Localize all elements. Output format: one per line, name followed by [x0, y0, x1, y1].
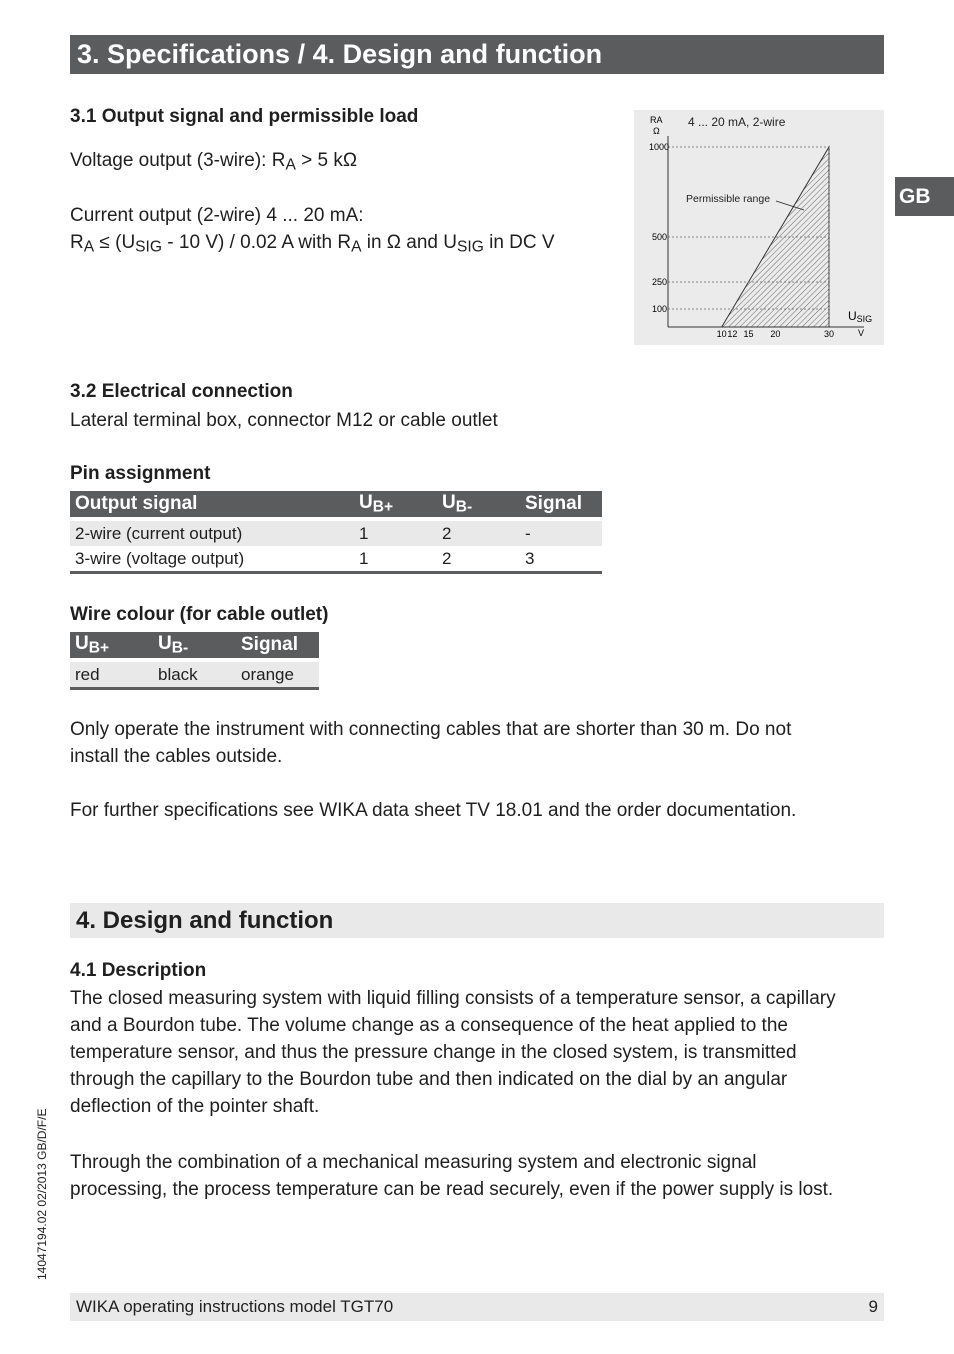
further-specs-note: For further specifications see WIKA data sheet TV 18.01 and the order documentation.: [70, 800, 797, 821]
cell: 2: [437, 521, 520, 546]
text-line: Through the combination of a mechanical measuring system and electronic signal: [70, 1152, 757, 1173]
x-tick-10: 10: [716, 329, 727, 339]
text-line: processing, the process temperature can be read securely, even if the power supply is lost.: [70, 1179, 834, 1200]
page-title: 3. Specifications / 4. Design and function: [70, 35, 884, 74]
col-signal: Signal: [520, 491, 602, 517]
chart-title: 4 ... 20 mA, 2-wire: [688, 115, 786, 129]
y-tick-500: 500: [652, 232, 668, 242]
footer-title: WIKA operating instructions model TGT70: [76, 1297, 394, 1316]
col-ub-plus: $U_{B+}$: [354, 491, 437, 517]
section-3-1-title: 3.1 Output signal and permissible load: [70, 106, 419, 127]
x-axis-unit: V: [858, 328, 865, 338]
x-tick-15: 15: [743, 329, 754, 339]
table-row: [70, 521, 602, 546]
y-axis-unit: Ω: [653, 126, 660, 136]
description-paragraph-1: [70, 985, 836, 1120]
cell: 1: [359, 548, 369, 568]
electrical-connection-text: Lateral terminal box, connector M12 or cable outlet: [70, 410, 498, 431]
y-tick-250: 250: [652, 277, 668, 287]
footer: [70, 1293, 884, 1321]
y-tick-100: 100: [652, 304, 668, 314]
x-axis-label: USIG: [848, 309, 873, 324]
load-formula: $R_A \le (U_{SIG} - 10$ V) / 0.02 A with $R_A$ in Ω and $U_{SIG}$ in DC V: [70, 232, 555, 256]
pin-table: [70, 491, 602, 571]
col-output-signal: Output signal: [70, 491, 354, 517]
section-4-title: 4. Design and function: [70, 903, 884, 938]
col-ub-minus: $U_{B-}$: [153, 632, 236, 658]
load-chart: [634, 110, 884, 345]
text-line: and a Bourdon tube. The volume change as a consequence of the heat applied to the: [70, 1015, 788, 1036]
language-tab: GB: [895, 177, 954, 216]
text-line: The closed measuring system with liquid filling consists of a temperature sensor, a capillary: [70, 988, 836, 1009]
table-row: [70, 546, 602, 571]
section-3-2-title: 3.2 Electrical connection: [70, 381, 293, 402]
current-output-text: Current output (2-wire) 4 ... 20 mA:: [70, 205, 364, 226]
y-tick-1000: 1000: [649, 142, 670, 152]
cell: 3-wire (voltage output): [75, 548, 245, 568]
document-reference: 14047194.02 02/2013 GB/D/F/E: [35, 1108, 49, 1280]
cell: black: [153, 662, 236, 687]
text-line: through the capillary to the Bourdon tube and then indicated on the dial by an angular: [70, 1069, 788, 1090]
chart-annotation: Permissible range: [686, 193, 771, 205]
cell: red: [70, 662, 153, 687]
x-tick-30: 30: [823, 329, 835, 339]
cell: 3: [525, 548, 535, 568]
cell: orange: [236, 662, 319, 687]
voltage-output-text: Voltage output (3-wire): $R_A > 5$ kΩ: [70, 150, 358, 174]
cable-note-line-2: install the cables outside.: [70, 746, 283, 767]
page-number: 9: [868, 1297, 878, 1316]
cell: -: [520, 521, 602, 546]
x-tick-20: 20: [770, 329, 781, 339]
text-line: deflection of the pointer shaft.: [70, 1096, 320, 1117]
cell: 2: [442, 548, 452, 568]
pin-assignment-title: Pin assignment: [70, 463, 211, 484]
text-line: temperature sensor, and thus the pressure change in the closed system, is transmitted: [70, 1042, 797, 1063]
description-paragraph-2: [70, 1149, 833, 1203]
section-4-1-title: 4.1 Description: [70, 960, 207, 981]
wire-table: [70, 632, 319, 687]
y-axis-label: RA: [650, 115, 663, 125]
col-ub-minus: $U_{B-}$: [437, 491, 520, 517]
wire-colour-title: Wire colour (for cable outlet): [70, 604, 329, 625]
x-tick-12: 12: [727, 329, 738, 339]
wire-table-wrap: [70, 632, 319, 690]
pin-table-wrap: [70, 491, 602, 574]
cable-note-line-1: Only operate the instrument with connecting cables that are shorter than 30 m. Do not: [70, 719, 792, 740]
load-chart-svg: [634, 110, 884, 345]
col-signal: Signal: [236, 632, 319, 658]
cell: 1: [354, 521, 437, 546]
col-ub-plus: $U_{B+}$: [70, 632, 153, 658]
table-row: [70, 662, 319, 687]
cell: 2-wire (current output): [70, 521, 354, 546]
